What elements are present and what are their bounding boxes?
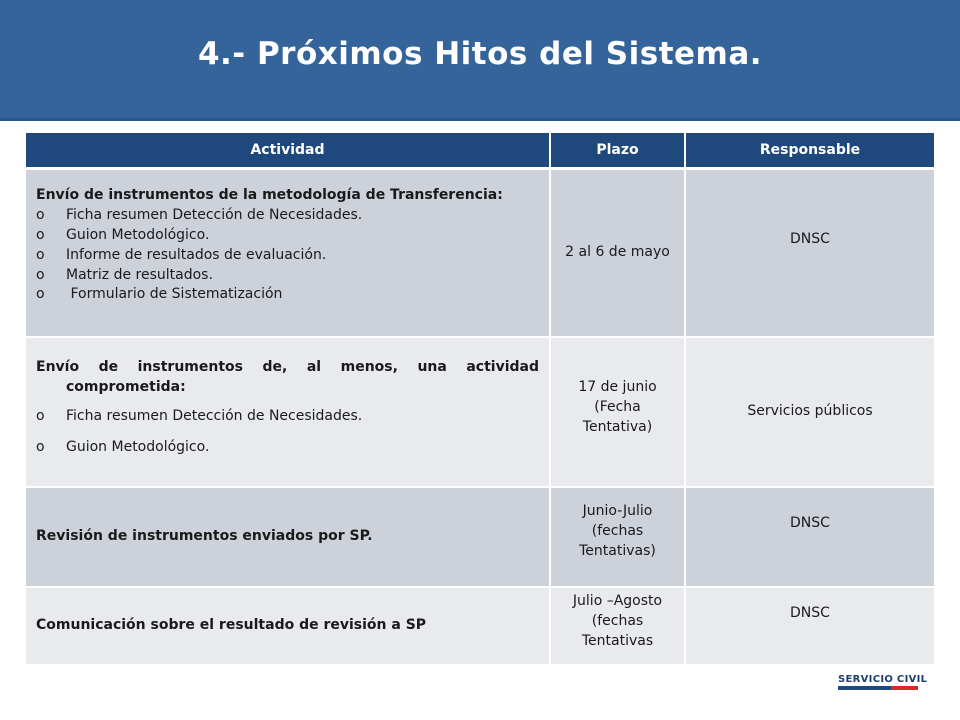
logo-stripe (838, 686, 918, 690)
responsable-text: DNSC (790, 605, 830, 621)
table-row (26, 337, 934, 487)
list-item: o Ficha resumen Detección de Necesidades. (36, 206, 363, 223)
milestones-table (26, 133, 934, 666)
column-header-actividad: Actividad (26, 133, 550, 169)
list-item: o Guion Metodológico. (36, 226, 210, 243)
actividad-cell (26, 337, 550, 487)
plazo-line: (fechas (591, 612, 644, 629)
logo-text: SERVICIO CIVIL (838, 674, 928, 685)
list-item: o Guion Metodológico. (36, 438, 210, 455)
title-banner (0, 0, 960, 121)
plazo-line: Tentativas) (579, 542, 656, 559)
responsable-cell (685, 487, 934, 587)
actividad-cell (26, 169, 550, 338)
table-row (26, 169, 934, 338)
list-item: o Matriz de resultados. (36, 266, 213, 283)
responsable-cell (685, 337, 934, 487)
servicio-civil-logo (838, 674, 927, 690)
activity-title: Envío de instrumentos de, al menos, una actividad (36, 359, 539, 375)
responsable-text: Servicios públicos (747, 403, 873, 420)
activity-title: Comunicación sobre el resultado de revisión a SP (36, 617, 427, 634)
plazo-line: (fechas (591, 522, 644, 539)
list-item: o Informe de resultados de evaluación. (36, 246, 327, 263)
actividad-cell (26, 587, 550, 665)
activity-title: Revisión de instrumentos enviados por SP. (36, 528, 373, 545)
page-title: 4.- Próximos Hitos del Sistema. (197, 36, 763, 72)
plazo-line: Junio-Julio (582, 503, 653, 519)
plazo-cell (550, 587, 685, 665)
activity-title-cont: comprometida: (66, 378, 186, 395)
column-header-plazo: Plazo (550, 133, 685, 169)
responsable-cell (685, 169, 934, 338)
plazo-text: 2 al 6 de mayo (565, 244, 670, 261)
list-item: o Ficha resumen Detección de Necesidades. (36, 407, 363, 424)
column-header-responsable: Responsable (685, 133, 934, 169)
table-header-row (26, 133, 934, 169)
responsable-cell (685, 587, 934, 665)
plazo-line: Tentativas (581, 632, 654, 649)
actividad-cell (26, 487, 550, 587)
table-row (26, 587, 934, 665)
plazo-cell (550, 337, 685, 487)
responsable-text: DNSC (790, 231, 830, 247)
plazo-cell (550, 169, 685, 338)
activity-title: Envío de instrumentos de la metodología de Transferencia: (36, 187, 503, 203)
responsable-text: DNSC (790, 515, 830, 531)
table-row (26, 487, 934, 587)
plazo-line: Julio –Agosto (572, 593, 663, 609)
plazo-cell (550, 487, 685, 587)
plazo-line: (Fecha (594, 398, 641, 415)
plazo-line: Tentativa) (582, 418, 653, 435)
plazo-line: 17 de junio (578, 379, 657, 395)
list-item: o Formulario de Sistematización (36, 286, 283, 303)
